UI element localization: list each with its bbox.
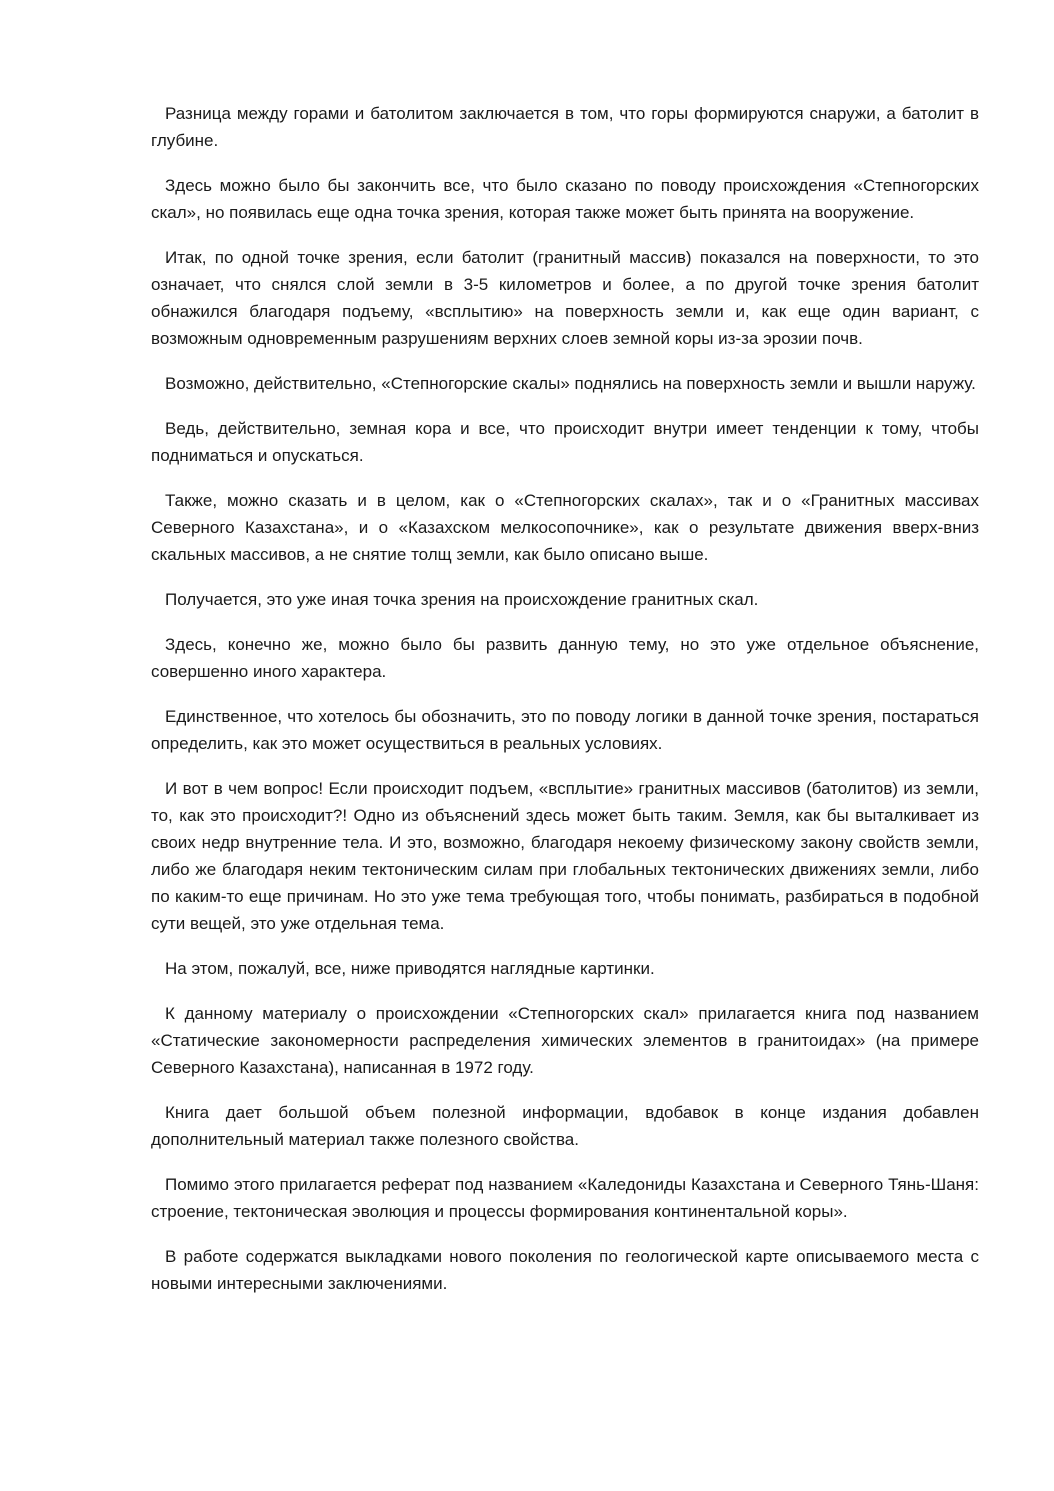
paragraph-4: Возможно, действительно, «Степногорские скалы» поднялись на поверхность земли и вышли наружу. — [165, 374, 976, 393]
paragraph-3: Итак, по одной точке зрения, если батолит (гранитный массив) показался на поверхности, то это означает, что снялся слой земли в 3-5 километров и более, а по другой точке зрения батолит обнажился благодаря подъему, «всплытию» на поверхность земли и, как еще один вариант, с возможным одновременным разрушениям верхних слоев земной коры из-за эрозии почв. — [151, 248, 979, 348]
paragraph-1: Разница между горами и батолитом заключается в том, что горы формируются снаружи, а батолит в глубине. — [151, 104, 979, 150]
paragraph-15: В работе содержатся выкладками нового поколения по геологической карте описываемого места с новыми интересными заключениями. — [151, 1247, 979, 1293]
paragraph-7: Получается, это уже иная точка зрения на происхождение гранитных скал. — [165, 590, 759, 609]
paragraph-5: Ведь, действительно, земная кора и все, что происходит внутри имеет тенденции к тому, чтобы подниматься и опускаться. — [151, 419, 979, 465]
paragraph-9: Единственное, что хотелось бы обозначить, это по поводу логики в данной точке зрения, постараться определить, как это может осуществиться в реальных условиях. — [151, 707, 979, 753]
paragraph-13: Книга дает большой объем полезной информации, вдобавок в конце издания добавлен дополнительный материал также полезного свойства. — [151, 1103, 979, 1149]
paragraph-10: И вот в чем вопрос! Если происходит подъем, «всплытие» гранитных массивов (батолитов) из земли, то, как это происходит?! Одно из объяснений здесь может быть таким. Земля, как бы выталкивает из своих недр внутренние тела. И это, возможно, благодаря некоему физическому закону свойств земли, либо же благодаря неким тектоническим силам при глобальных тектонических движениях земли, либо по каким-то еще причинам. Но это уже тема требующая того, чтобы понимать, разбираться в подобной сути вещей, это уже отдельная тема. — [151, 779, 979, 933]
paragraph-6: Также, можно сказать и в целом, как о «Степногорских скалах», так и о «Гранитных массивах Северного Казахстана», и о «Казахском мелкосопочнике», как о результате движения вверх-вниз скальных массивов, а не снятие толщ земли, как было описано выше. — [151, 491, 979, 564]
paragraph-8: Здесь, конечно же, можно было бы развить данную тему, но это уже отдельное объяснение, совершенно иного характера. — [151, 635, 979, 681]
paragraph-11: На этом, пожалуй, все, ниже приводятся наглядные картинки. — [165, 959, 655, 978]
document-page — [151, 100, 979, 1315]
paragraph-12: К данному материалу о происхождении «Степногорских скал» прилагается книга под названием «Статические закономерности распределения химических элементов в гранитоидах» (на примере Северного Казахстана), написанная в 1972 году. — [151, 1004, 979, 1077]
paragraph-2: Здесь можно было бы закончить все, что было сказано по поводу происхождения «Степногорских скал», но появилась еще одна точка зрения, которая также может быть принята на вооружение. — [151, 176, 979, 222]
paragraph-14: Помимо этого прилагается реферат под названием «Каледониды Казахстана и Северного Тянь-Шаня: строение, тектоническая эволюция и процессы формирования континентальной коры». — [151, 1175, 979, 1221]
